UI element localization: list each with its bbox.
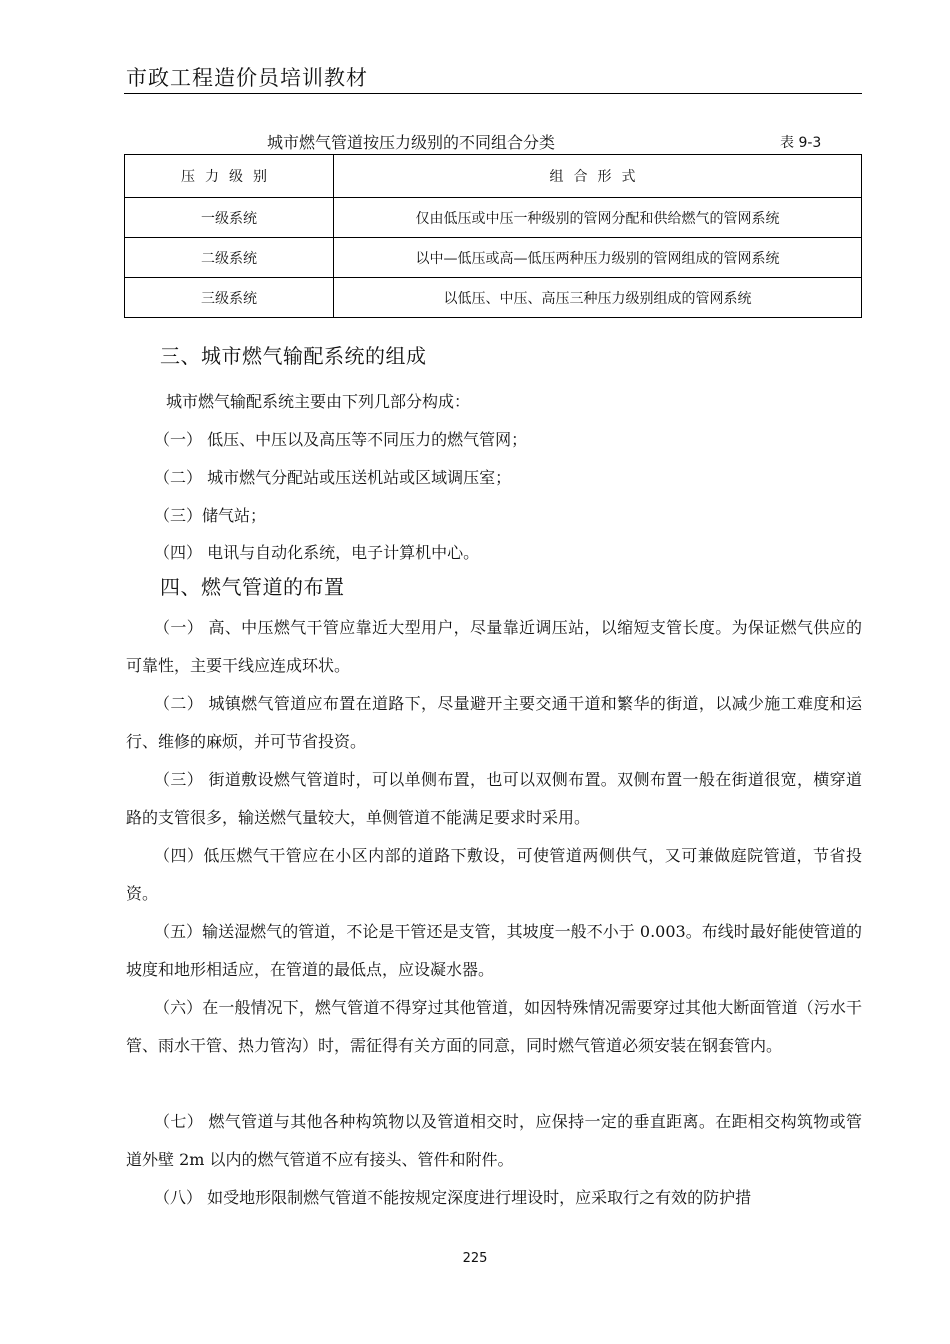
table-caption: 城市燃气管道按压力级别的不同组合分类 — [267, 133, 556, 152]
section-heading: 三、城市燃气输配系统的组成 — [160, 344, 427, 368]
table-cell: 以中—低压或高—低压两种压力级别的管网组成的管网系统 — [334, 238, 862, 278]
header-combination-form: 组合形式 — [334, 155, 862, 198]
table-row — [125, 278, 862, 318]
paragraph: （八） 如受地形限制燃气管道不能按规定深度进行埋设时，应采取行之有效的防护措 — [154, 1188, 752, 1207]
table-cell: 一级系统 — [125, 198, 334, 238]
table-row — [125, 238, 862, 278]
paragraph: （五）输送湿燃气的管道，不论是干管还是支管，其坡度一般不小于 0.003。布线时最好能使管道的坡度和地形相适应，在管道的最低点，应设凝水器。 — [126, 922, 862, 979]
running-header: 市政工程造价员培训教材 — [126, 66, 368, 90]
list-item: （一） 低压、中压以及高压等不同压力的燃气管网； — [154, 430, 528, 449]
header-pressure-level: 压力级别 — [125, 155, 334, 198]
paragraph: （四）低压燃气干管应在小区内部的道路下敷设，可使管道两侧供气，又可兼做庭院管道，节省投资。 — [126, 846, 862, 903]
section-heading: 四、燃气管道的布置 — [160, 575, 345, 599]
classification-table — [124, 154, 862, 318]
list-item: （二） 城市燃气分配站或压送机站或区域调压室； — [154, 468, 512, 487]
paragraph: （二） 城镇燃气管道应布置在道路下，尽量避开主要交通干道和繁华的街道，以减少施工难度和运行、维修的麻烦，并可节省投资。 — [126, 694, 862, 751]
table-cell: 以低压、中压、高压三种压力级别组成的管网系统 — [334, 278, 862, 318]
paragraph: （一） 高、中压燃气干管应靠近大型用户，尽量靠近调压站，以缩短支管长度。为保证燃气供应的可靠性，主要干线应连成环状。 — [126, 618, 862, 675]
paragraph: （七） 燃气管道与其他各种构筑物以及管道相交时，应保持一定的垂直距离。在距相交构筑物或管道外壁 2m 以内的燃气管道不应有接头、管件和附件。 — [126, 1112, 862, 1169]
page-number: 225 — [462, 1251, 488, 1266]
paragraph: （三） 街道敷设燃气管道时，可以单侧布置，也可以双侧布置。双侧布置一般在街道很宽，横穿道路的支管很多，输送燃气量较大，单侧管道不能满足要求时采用。 — [126, 770, 862, 827]
table-cell: 三级系统 — [125, 278, 334, 318]
list-item: （四） 电讯与自动化系统，电子计算机中心。 — [154, 543, 480, 562]
paragraph: （六）在一般情况下，燃气管道不得穿过其他管道，如因特殊情况需要穿过其他大断面管道（污水干管、雨水干管、热力管沟）时，需征得有关方面的同意，同时燃气管道必须安装在钢套管内。 — [126, 998, 862, 1055]
table-cell: 二级系统 — [125, 238, 334, 278]
section-intro: 城市燃气输配系统主要由下列几部分构成： — [166, 392, 471, 411]
table-cell: 仅由低压或中压一种级别的管网分配和供给燃气的管网系统 — [334, 198, 862, 238]
table-header-row — [125, 155, 862, 198]
table-number: 表 9-3 — [780, 135, 822, 151]
table-row — [125, 198, 862, 238]
header-rule — [124, 93, 862, 94]
list-item: （三）储气站； — [154, 506, 267, 525]
